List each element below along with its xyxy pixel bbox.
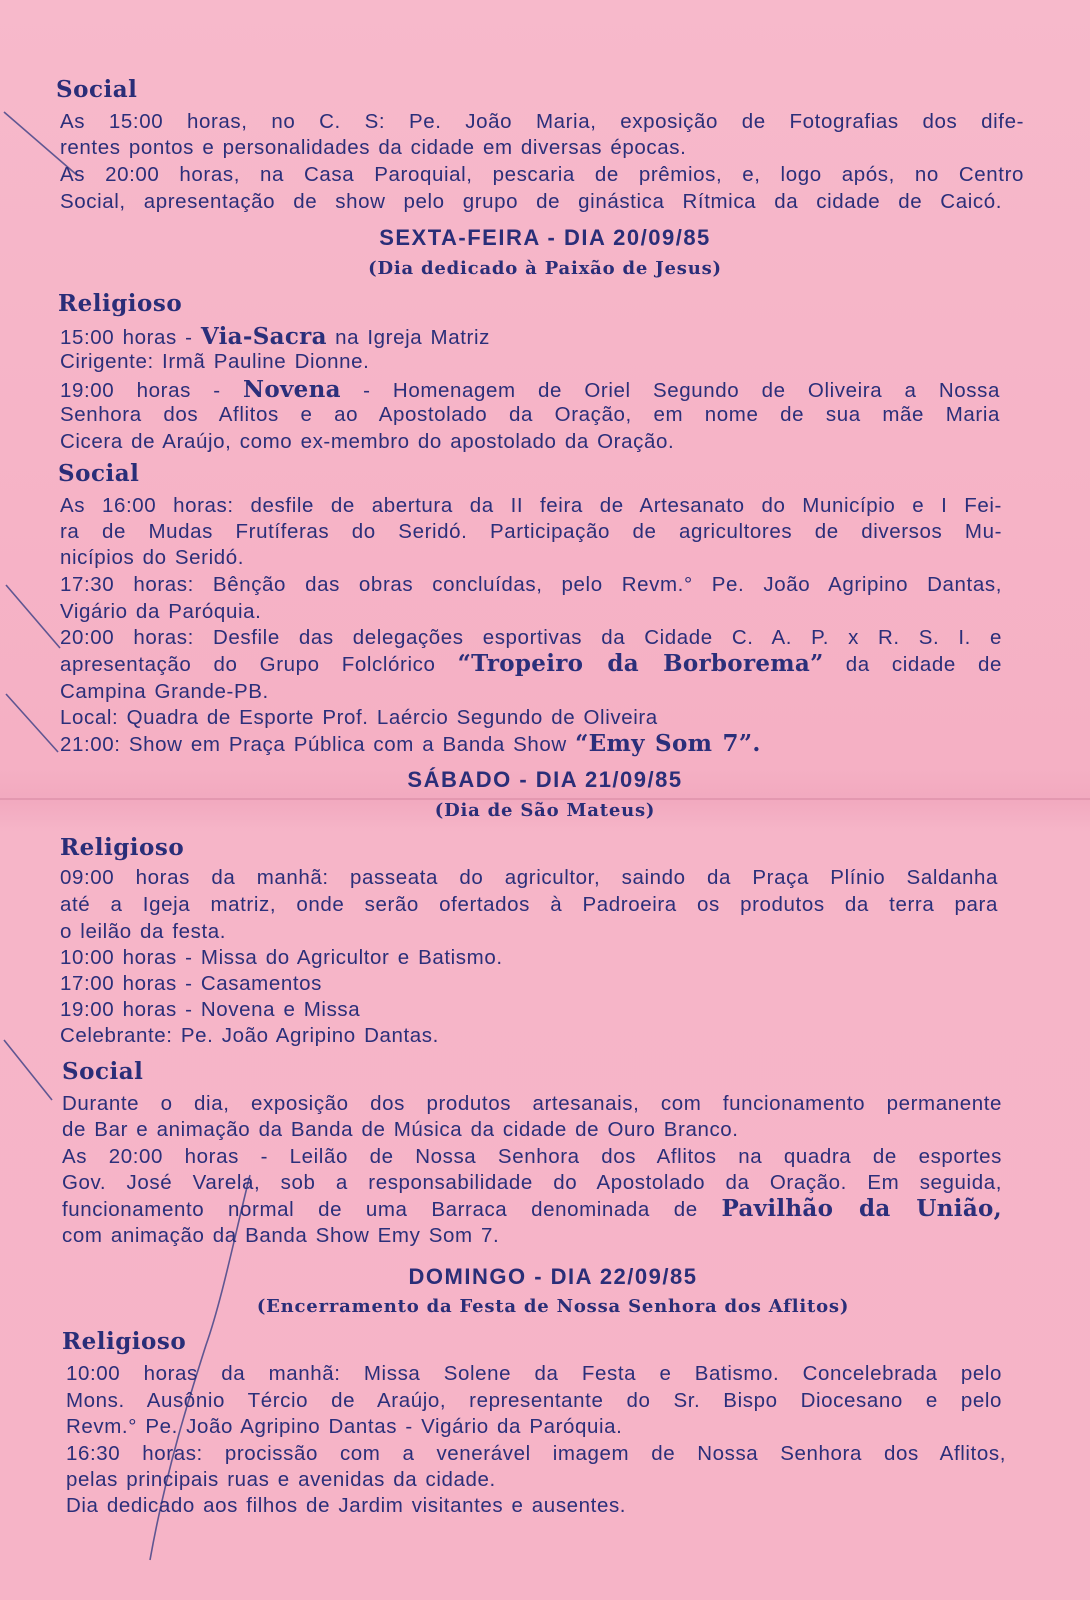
text-line — [60, 323, 1025, 350]
text-line: 10:00 horas - Missa do Agricultor e Batismo. — [60, 946, 503, 969]
text-line: Cicera de Araújo, como ex-membro do apostolado da Oração. — [60, 430, 675, 453]
text-line: Revm.° Pe. João Agripino Dantas - Vigário da Paróquia. — [66, 1415, 623, 1438]
text-line: 20:00 horas: Desfile das delegações esportivas da Cidade C. A. P. x R. S. I. e — [60, 626, 1002, 649]
section-heading-social: Social — [58, 460, 140, 487]
text-segment: - Homenagem de Oriel Segundo de Oliveira a Nossa — [340, 379, 1000, 402]
text-line: As 15:00 horas, no C. S: Pe. João Maria, exposição de Fotografias dos dife- — [60, 110, 1024, 133]
text-line: 17:30 horas: Bênção das obras concluídas, pelo Revm.° Pe. João Agripino Dantas, — [60, 573, 1002, 596]
text-line: Senhora dos Aflitos e ao Apostolado da Oração, em nome de sua mãe Maria — [60, 403, 1000, 426]
text-line: rentes pontos e personalidades da cidade em diversas épocas. — [60, 136, 687, 159]
text-segment: funcionamento normal de uma Barraca denominada de — [62, 1198, 722, 1221]
text-line: de Bar e animação da Banda de Música da cidade de Ouro Branco. — [62, 1118, 739, 1141]
text-segment: na Igreja Matriz — [326, 326, 490, 349]
text-line: Cirigente: Irmã Pauline Dionne. — [60, 350, 370, 373]
text-line: ra de Mudas Frutíferas do Seridó. Participação de agricultores de diversos Mu- — [60, 520, 1002, 543]
text-line: com animação da Banda Show Emy Som 7. — [62, 1224, 500, 1247]
text-line: Gov. José Varela, sob a responsabilidade do Apostolado da Oração. Em seguida, — [62, 1171, 1002, 1194]
day-title-friday: SEXTA-FEIRA - DIA 20/09/85 — [379, 225, 711, 250]
text-line: 16:30 horas: procissão com a venerável imagem de Nossa Senhora dos Aflitos, — [66, 1442, 1006, 1465]
text-line: As 16:00 horas: desfile de abertura da II feira de Artesanato do Município e I Fei- — [60, 494, 1002, 517]
text-line: As 20:00 horas, na Casa Paroquial, pescaria de prêmios, e, logo após, no Centro — [60, 163, 1024, 186]
section-heading-social: Social — [62, 1058, 144, 1085]
text-line: até a Igeja matriz, onde serão ofertados à Padroeira os produtos da terra para — [60, 893, 998, 916]
text-line: Social, apresentação de show pelo grupo de ginástica Rítmica da cidade de Caicó. — [60, 190, 1002, 213]
text-line: Local: Quadra de Esporte Prof. Laércio Segundo de Oliveira — [60, 706, 658, 729]
text-segment: 19:00 horas - — [60, 379, 244, 402]
day-title-saturday: SÁBADO - DIA 21/09/85 — [407, 767, 683, 792]
section-heading-religioso: Religioso — [62, 1328, 187, 1355]
section-heading-religioso: Religioso — [58, 290, 183, 317]
text-line: 19:00 horas - Novena e Missa — [60, 998, 361, 1021]
text-segment: apresentação do Grupo Folclórico — [60, 653, 458, 676]
emphasis-novena: Novena — [243, 376, 341, 403]
text-line: 17:00 horas - Casamentos — [60, 972, 322, 995]
text-segment: da cidade de — [823, 653, 1003, 676]
text-line: Dia dedicado aos filhos de Jardim visitantes e ausentes. — [66, 1494, 627, 1517]
text-line: 09:00 horas da manhã: passeata do agricultor, saindo da Praça Plínio Saldanha — [60, 866, 998, 889]
text-segment: 21:00: Show em Praça Pública com a Banda Show — [60, 733, 576, 756]
day-subtitle-saturday: (Dia de São Mateus) — [434, 800, 656, 821]
text-line — [60, 730, 1025, 757]
text-line: Durante o dia, exposição dos produtos artesanais, com funcionamento permanente — [62, 1092, 1002, 1115]
text-line: Mons. Ausônio Tércio de Araújo, representante do Sr. Bispo Diocesano e pelo — [66, 1389, 1002, 1412]
text-segment: 15:00 horas - — [60, 326, 201, 349]
section-heading-religioso: Religioso — [60, 834, 185, 861]
text-line: 10:00 horas da manhã: Missa Solene da Festa e Batismo. Concelebrada pelo — [66, 1362, 1002, 1385]
text-line: nicípios do Seridó. — [60, 546, 245, 569]
emphasis-pavilhao-da-uniao: Pavilhão da União, — [721, 1195, 1002, 1222]
text-line: Vigário da Paróquia. — [60, 600, 262, 623]
text-line: pelas principais ruas e avenidas da cidade. — [66, 1468, 496, 1491]
day-subtitle-friday: (Dia dedicado à Paixão de Jesus) — [368, 258, 722, 279]
text-line — [62, 1195, 1002, 1222]
day-subtitle-sunday: (Encerramento da Festa de Nossa Senhora dos Aflitos) — [256, 1296, 850, 1317]
text-line: o leilão da festa. — [60, 920, 227, 943]
emphasis-emy-som: “Emy Som 7”. — [575, 730, 761, 757]
text-line: Celebrante: Pe. João Agripino Dantas. — [60, 1024, 439, 1047]
text-line: Campina Grande-PB. — [60, 680, 269, 703]
section-heading-social: Social — [56, 76, 138, 103]
text-line — [60, 376, 1000, 403]
emphasis-via-sacra: Via-Sacra — [200, 323, 327, 350]
emphasis-tropeiro: “Tropeiro da Borborema” — [457, 650, 824, 677]
text-line — [60, 650, 1002, 677]
day-title-sunday: DOMINGO - DIA 22/09/85 — [408, 1264, 698, 1289]
text-line: As 20:00 horas - Leilão de Nossa Senhora dos Aflitos na quadra de esportes — [62, 1145, 1002, 1168]
